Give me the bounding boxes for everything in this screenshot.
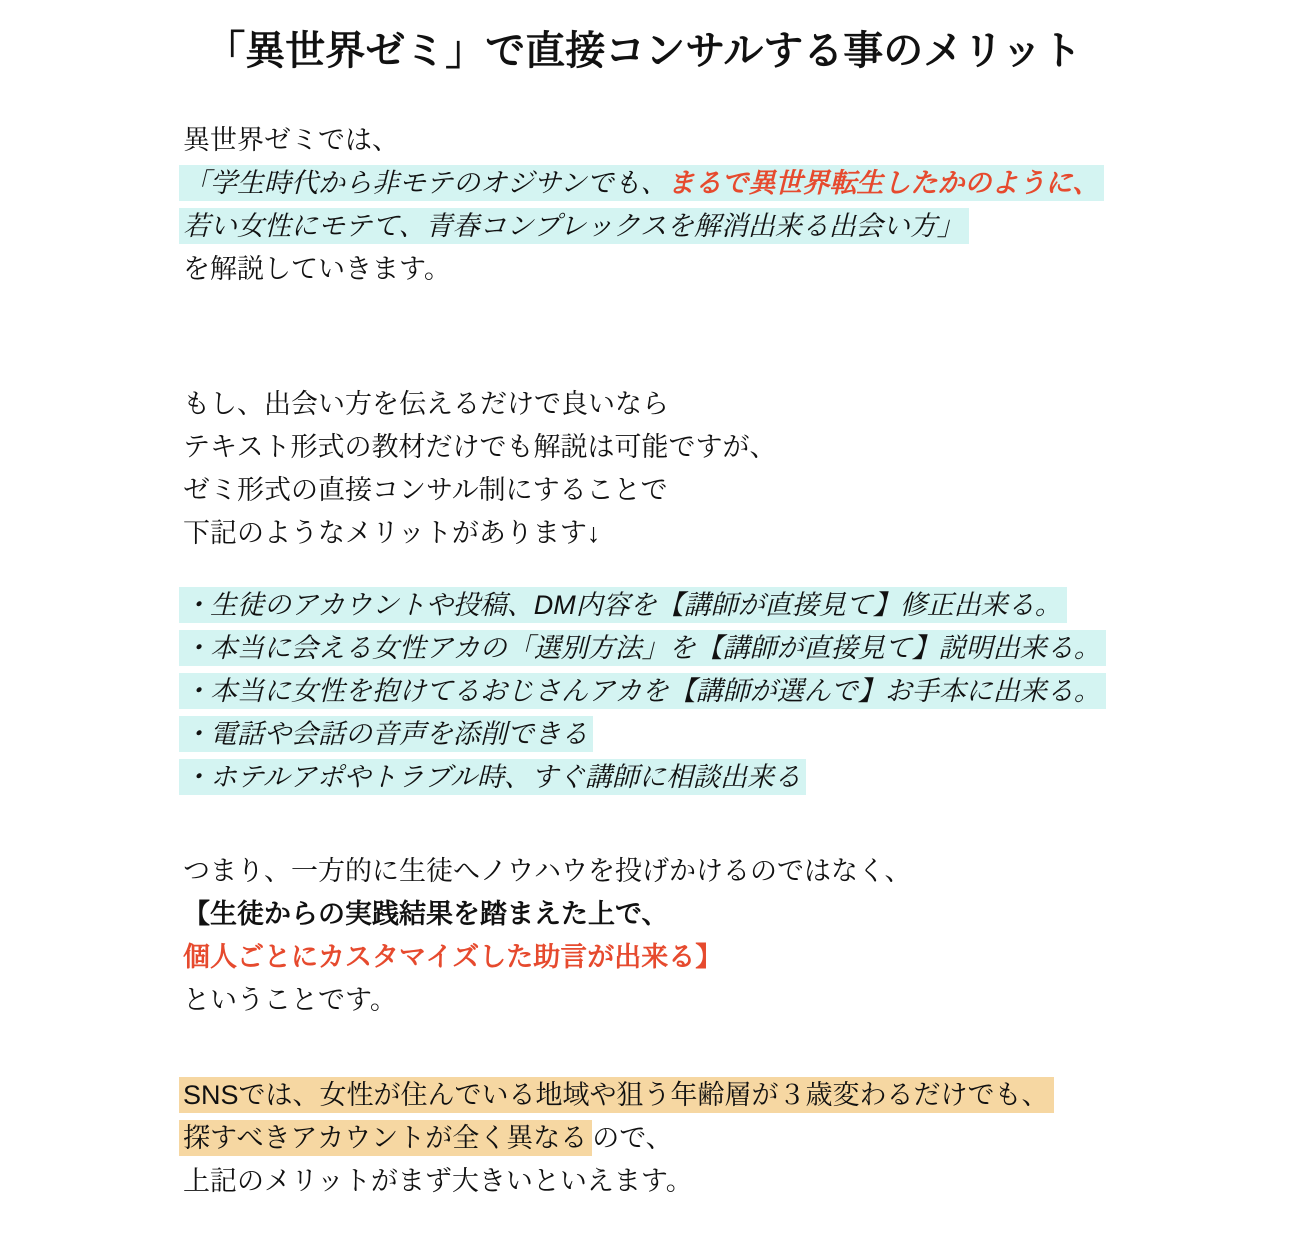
summary-line-4-text: ということです。 [183,985,397,1015]
lead-line-1 [183,383,1154,426]
sns-line-2 [183,1117,1154,1160]
merit-item-2-highlight: ・本当に会える女性アカの「選別方法」を【講師が直接見て】説明出来る。 [179,630,1106,666]
intro-quote-red-text: まるで異世界転生したかのように、 [667,168,1100,198]
merit-item [183,713,1154,756]
intro-line-1 [183,119,1154,162]
summary-line-2 [183,893,1154,936]
merit-item-3-highlight: ・本当に女性を抱けてるおじさんアカを【講師が選んで】お手本に出来る。 [179,673,1106,709]
summary-line-2-text: 【生徒からの実践結果を踏まえた上で、 [183,899,669,929]
intro-line-4 [183,248,1154,291]
merit-list [183,584,1154,799]
summary-line-1 [183,850,1154,893]
sns-line-3 [183,1160,1154,1203]
summary-line-3 [183,936,1154,979]
intro-quote-line-1 [183,162,1154,205]
intro-quote-black-text: 「学生時代から非モテのオジサンでも、 [183,168,668,198]
sns-line-3-text: 上記のメリットがまず大きいといえます。 [183,1166,693,1196]
sns-paragraph [183,1074,1154,1203]
sns-line-2-rest-text: ので、 [592,1123,673,1153]
lead-line-4-text: 下記のようなメリットがあります↓ [183,518,601,548]
sns-line-1-highlight: SNSでは、女性が住んでいる地域や狙う年齢層が３歳変わるだけでも、 [179,1077,1054,1113]
sns-line-2-highlight: 探すべきアカウントが全く異なる [179,1120,592,1156]
lead-line-4 [183,512,1154,555]
lead-line-2-text: テキスト形式の教材だけでも解説は可能ですが、 [183,432,777,462]
merit-item-4-highlight: ・電話や会話の音声を添削できる [179,716,593,752]
summary-line-1-text: つまり、一方的に生徒へノウハウを投げかけるのではなく、 [183,856,912,886]
lead-paragraph [183,383,1154,555]
intro-line-4-text: を解説していきます。 [183,254,451,284]
lead-line-3 [183,469,1154,512]
lead-line-3-text: ゼミ形式の直接コンサル制にすることで [183,475,668,505]
intro-quote-highlight-1 [179,165,1104,201]
intro-quote-line-2 [183,205,1154,248]
sns-line-1 [183,1074,1154,1117]
summary-paragraph [183,850,1154,1022]
merit-item-1-highlight: ・生徒のアカウントや投稿、DM内容を【講師が直接見て】修正出来る。 [179,587,1067,623]
merit-item [183,627,1154,670]
intro-line-1-text: 異世界ゼミでは、 [183,125,399,155]
summary-line-3-text: 個人ごとにカスタマイズした助言が出来る】 [183,942,723,972]
page-title: 「異世界ゼミ」で直接コンサルする事のメリット [205,29,1082,73]
merit-item [183,584,1154,627]
lead-line-1-text: もし、出会い方を伝えるだけで良いなら [183,389,669,419]
merit-item [183,756,1154,799]
summary-line-4 [183,979,1154,1022]
intro-quote-highlight-2: 若い女性にモテて、青春コンプレックスを解消出来る出会い方」 [179,208,969,244]
merit-item [183,670,1154,713]
merit-item-5-highlight: ・ホテルアポやトラブル時、すぐ講師に相談出来る [179,759,806,795]
intro-paragraph [183,119,1154,291]
lead-line-2 [183,426,1154,469]
